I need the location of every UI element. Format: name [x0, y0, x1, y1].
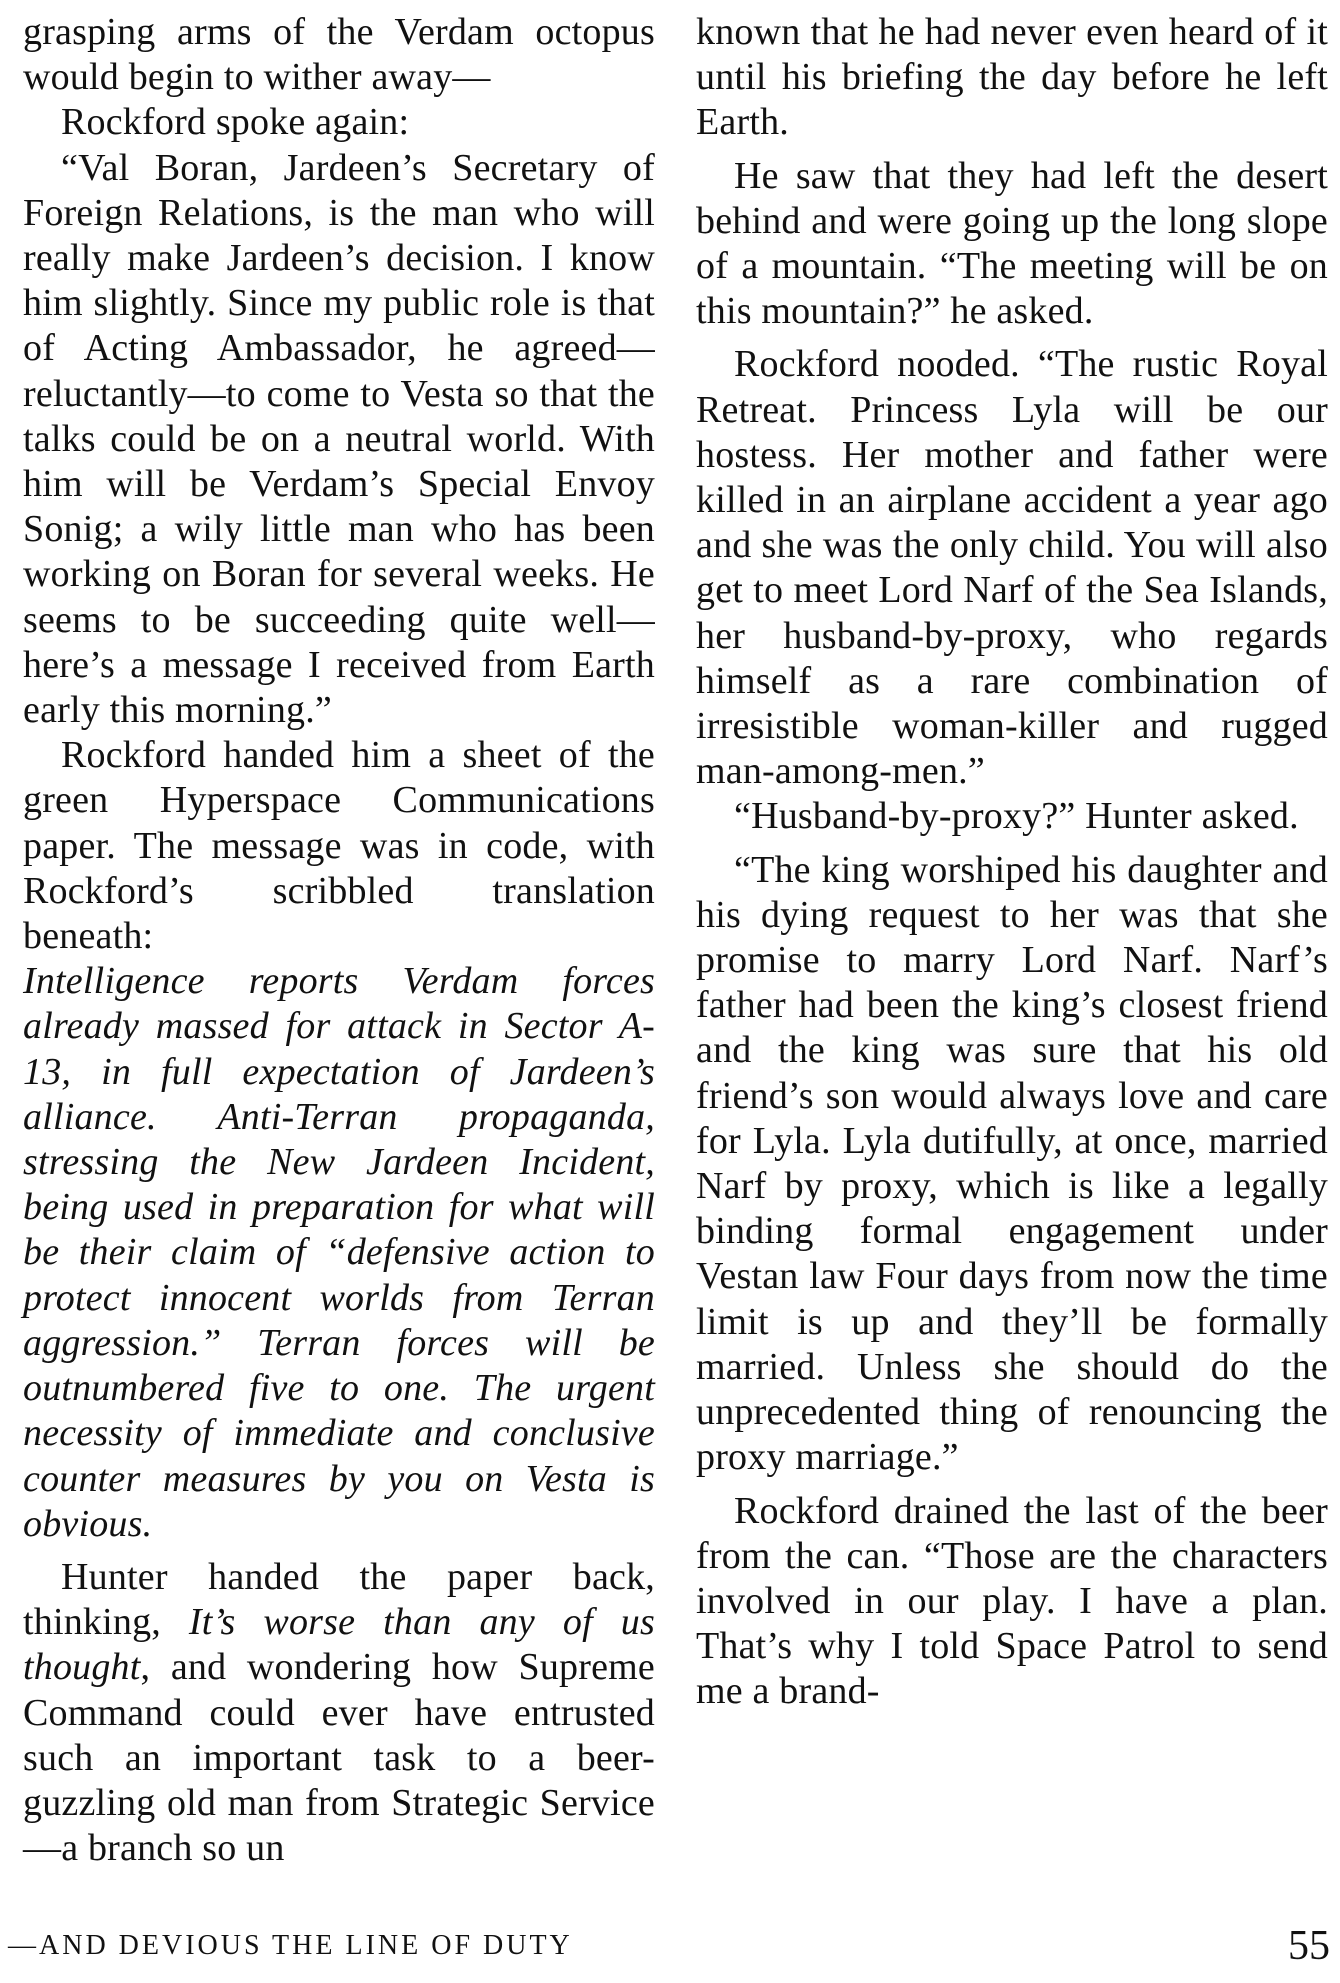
text-run: Hunter handed the paper back, thinking,: [23, 1555, 655, 1644]
running-head: —AND DEVIOUS THE LINE OF DUTY: [8, 1930, 573, 1961]
paragraph: Rockford handed him a sheet of the green Hyperspace Communications paper. The message was in code, with Rockford’s scribbled translation beneath:: [23, 734, 655, 958]
paragraph: Rockford nooded. “The rustic Royal Retreat. Princess Lyla will be our hostess. Her mother and father were killed in an airplane accident a year ago and she was the only child. You will also get to meet Lord Narf of the Sea Islands, her husband-by-proxy, who regards himself as a rare combination of irresistible woman-killer and rugged man-among-men.”: [696, 343, 1328, 793]
paragraph: “Val Boran, Jardeen’s Secretary of Foreign Relations, is the man who will really make Jardeen’s decision. I know him slightly. Since my public role is that of Acting Ambassador, he agreed—reluctantly—to come to Vesta so that the talks could be on a neutral world. With him will be Verdam’s Special Envoy Sonig; a wily little man who has been working on Boran for several weeks. He seems to be succeeding quite well—here’s a message I received from Earth early this morning.”: [23, 146, 655, 732]
right-column: [696, 10, 1328, 1715]
paragraph: grasping arms of the Verdam octopus would begin to wither away—: [23, 11, 655, 99]
paragraph: Rockford drained the last of the beer from the can. “Those are the characters involved in our play. I have a plan. That’s why I told Space Patrol to send me a brand-: [696, 1489, 1328, 1713]
page-footer: [0, 1922, 1340, 1972]
italic-thought: It’s worse than any of us thought: [23, 1601, 655, 1689]
paragraph: He saw that they had left the desert behind and were going up the long slope of a mountain. “The meeting will be on this mountain?” he asked.: [696, 154, 1328, 333]
text-run: , and wondering how Supreme Command could ever have entrusted such an important task to a beer-guzzling old man from Strategic Service—a branch so un: [23, 1646, 655, 1870]
paragraph: “Husband-by-proxy?” Hunter asked.: [734, 795, 1299, 838]
paragraph: known that he had never even heard of it until his briefing the day before he left Earth.: [696, 11, 1328, 144]
paragraph: Rockford spoke again:: [61, 101, 410, 144]
page-number: 55: [1288, 1923, 1330, 1969]
paragraph: “The king worshiped his daughter and his dying request to her was that she promise to marry Lord Narf. Narf’s father had been the king’s closest friend and the king was sure that his old friend’s son would always love and care for Lyla. Lyla dutifully, at once, married Narf by proxy, which is like a legally binding formal engagement under Vestan law Four days from now the time limit is up and they’ll be formally married. Unless she should do the unprecedented thing of renouncing the proxy marriage.”: [696, 848, 1328, 1479]
paragraph: [23, 1555, 655, 1871]
italic-message: Intelligence reports Verdam forces already massed for attack in Sector A-13, in full expectation of Jardeen’s alliance. Anti-Terran propaganda, stressing the New Jardeen Incident, being used in preparation for what will be their claim of “defensive action to protect innocent worlds from Terran aggression.” Terran forces will be outnumbered five to one. The urgent necessity of immediate and conclusive counter measures by you on Vesta is obvious.: [23, 960, 655, 1545]
left-column: [23, 10, 655, 1871]
